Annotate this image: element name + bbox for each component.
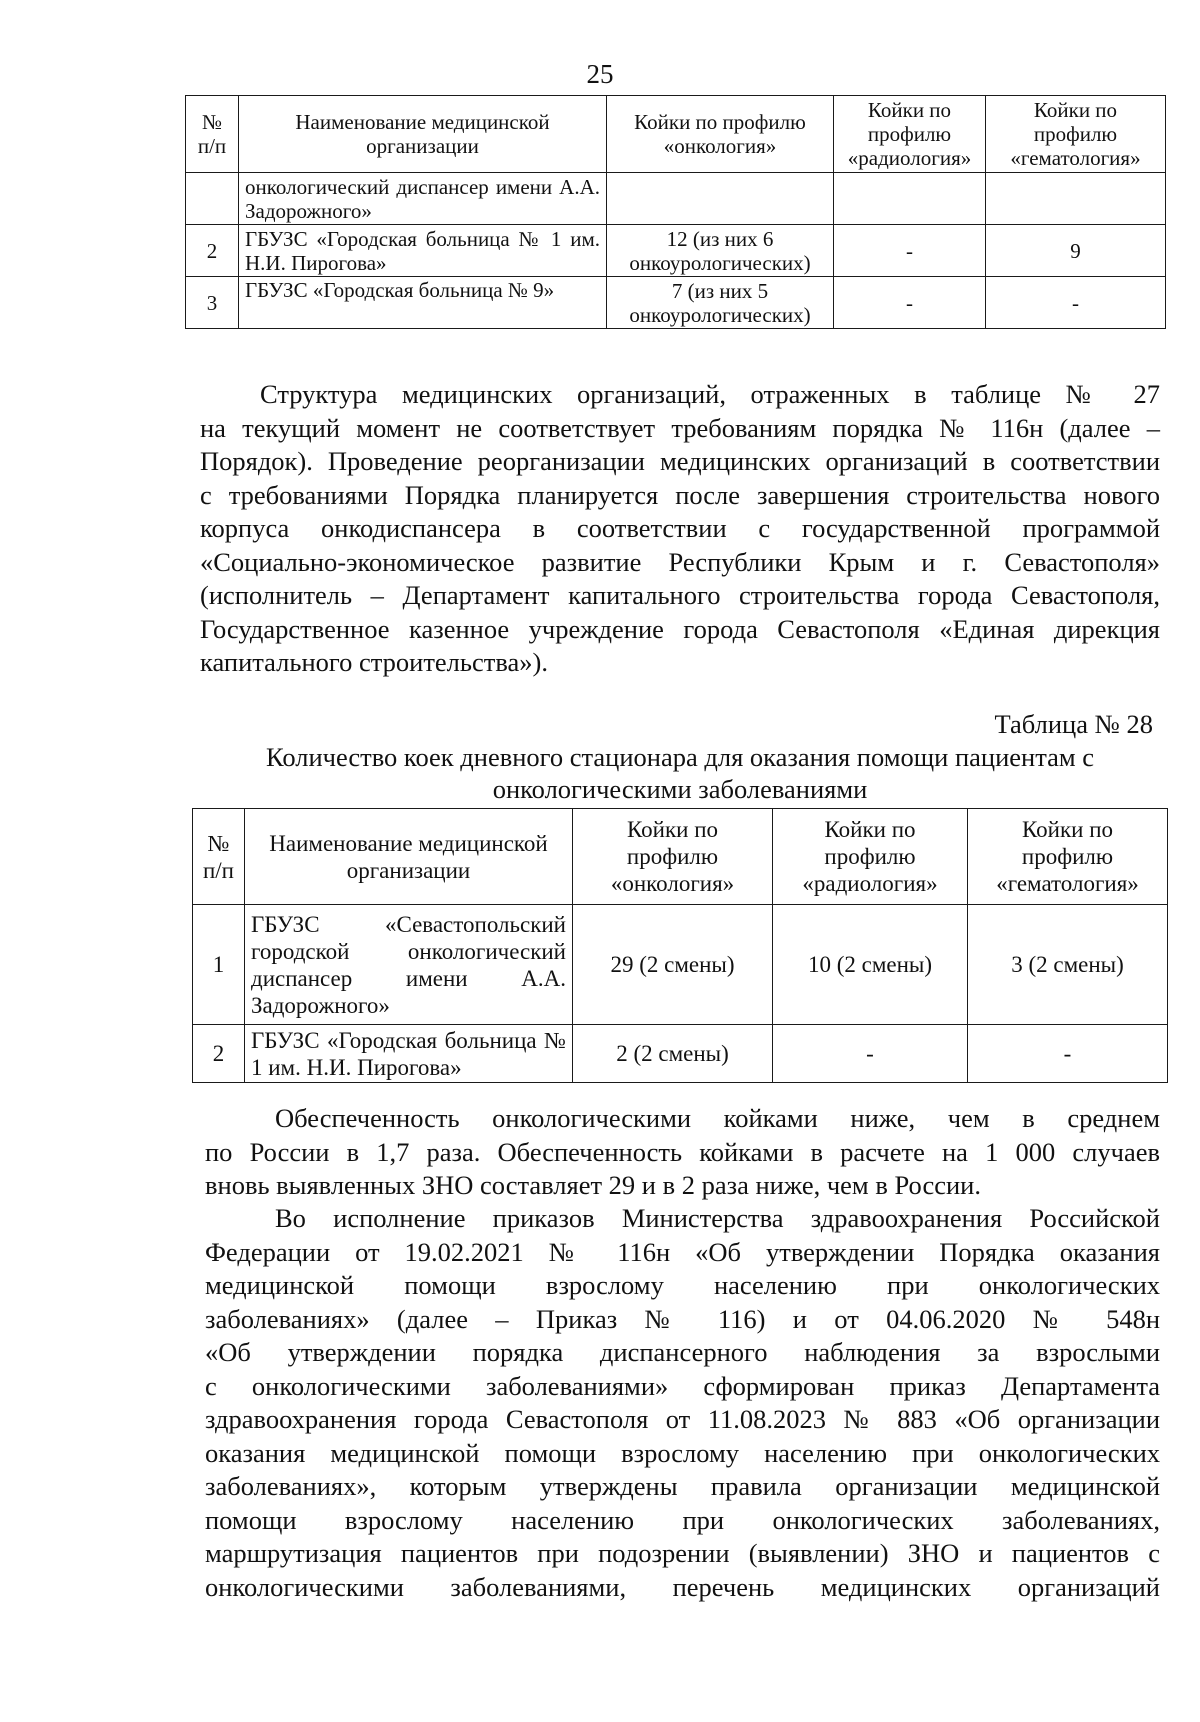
cell-oncology: 29 (2 смены) (573, 905, 773, 1025)
cell-number: 2 (193, 1025, 245, 1083)
text-line: здравоохранения города Севастополя от 11.08.2023 № 883 «Об организации (205, 1404, 1160, 1434)
text-line: Государственное казенное учреждение города Севастополя «Единая дирекция (200, 613, 1160, 644)
header-organization: Наименование медицинской организации (245, 809, 573, 905)
cell-radiology: - (773, 1025, 968, 1083)
text-line: на текущий момент не соответствует требованиям порядка № 116н (далее – (200, 412, 1160, 443)
table-row (193, 905, 1168, 1025)
table-row (193, 1025, 1168, 1083)
cell-organization: ГБУЗС «Городская больница № 1 им. Н.И. Пирогова» (239, 225, 607, 277)
cell-organization: ГБУЗС «Севастопольский городской онкологический диспансер имени А.А. Задорожного» (245, 905, 573, 1025)
cell-number: 2 (186, 225, 239, 277)
text-line: (исполнитель – Департамент капитального строительства города Севастополя, (200, 580, 1160, 610)
table-header-row (186, 96, 1166, 173)
cell-oncology: 12 (из них 6 онкоурологических) (607, 225, 834, 277)
text-line: по России в 1,7 раза. Обеспеченность койками в расчете на 1 000 случаев (205, 1136, 1160, 1167)
table-header-row (193, 809, 1168, 905)
text-line: «Социально-экономическое развитие Республики Крым и г. Севастополя» (200, 546, 1160, 577)
text-line: Во исполнение приказов Министерства здравоохранения Российской (275, 1203, 1160, 1233)
header-hematology: Койки по профилю «гематология» (986, 96, 1166, 173)
table-row (186, 277, 1166, 329)
text-line: оказания медицинской помощи взрослому населению при онкологических (205, 1437, 1160, 1468)
text-line: заболеваниях» (далее – Приказ № 116) и от 04.06.2020 № 548н (205, 1303, 1160, 1334)
header-radiology: Койки по профилю «радиология» (773, 809, 968, 905)
cell-hematology (986, 173, 1166, 225)
table-caption-title: Количество коек дневного стационара для оказания помощи пациентам с онкологическими заболеваниями (265, 742, 1095, 804)
header-radiology: Койки по профилю «радиология» (834, 96, 986, 173)
text-line: онкологическими заболеваниями, перечень медицинских организаций (205, 1571, 1160, 1602)
cell-radiology (834, 173, 986, 225)
day-hospital-bed-table-28 (192, 808, 1168, 1083)
text-line: корпуса онкодиспансера в соответствии с государственной программой (200, 513, 1160, 543)
cell-oncology (607, 173, 834, 225)
cell-hematology: 9 (986, 225, 1166, 277)
text-line: помощи взрослому населению при онкологических заболеваниях, (205, 1504, 1160, 1535)
text-line: маршрутизация пациентов при подозрении (выявлении) ЗНО и пациентов с (205, 1538, 1160, 1568)
bed-table-27-continued (185, 95, 1166, 329)
text-line: Порядок). Проведение реорганизации медицинских организаций в соответствии (200, 446, 1160, 476)
text-line: с требованиями Порядка планируется после завершения строительства нового (200, 479, 1160, 510)
text-line: Федерации от 19.02.2021 № 116н «Об утверждении Порядка оказания (205, 1236, 1160, 1267)
text-line: с онкологическими заболеваниями» сформирован приказ Департамента (205, 1370, 1160, 1401)
cell-organization: ГБУЗС «Городская больница № 9» (239, 277, 607, 329)
cell-number: 3 (186, 277, 239, 329)
text-line: вновь выявленных ЗНО составляет 29 и в 2 раза ниже, чем в России. (205, 1170, 981, 1200)
cell-hematology: - (968, 1025, 1168, 1083)
page-number: 25 (586, 59, 614, 89)
table-row (186, 173, 1166, 225)
header-number: № п/п (186, 96, 239, 173)
header-hematology: Койки по профилю «гематология» (968, 809, 1168, 905)
cell-radiology: 10 (2 смены) (773, 905, 968, 1025)
cell-number (186, 173, 239, 225)
text-line: Структура медицинских организаций, отраженных в таблице № 27 (260, 379, 1160, 409)
table-row (186, 225, 1166, 277)
cell-organization: онкологический диспансер имени А.А. Задорожного» (239, 173, 607, 225)
header-oncology: Койки по профилю «онкология» (573, 809, 773, 905)
paragraph-bed-provision (205, 1102, 1160, 1203)
cell-hematology: 3 (2 смены) (968, 905, 1168, 1025)
cell-radiology: - (834, 277, 986, 329)
text-line: «Об утверждении порядка диспансерного наблюдения за взрослыми (205, 1337, 1160, 1367)
paragraph-structure (200, 378, 1160, 680)
header-oncology: Койки по профилю «онкология» (607, 96, 834, 173)
text-line: заболеваниях», которым утверждены правила организации медицинской (205, 1471, 1160, 1501)
header-organization: Наименование медицинской организации (239, 96, 607, 173)
header-number: № п/п (193, 809, 245, 905)
text-line: Обеспеченность онкологическими койками ниже, чем в среднем (275, 1103, 1160, 1133)
text-line: медицинской помощи взрослому населению при онкологических (205, 1270, 1160, 1300)
cell-number: 1 (193, 905, 245, 1025)
table-caption-number: Таблица № 28 (994, 709, 1153, 739)
cell-organization: ГБУЗС «Городская больница № 1 им. Н.И. Пирогова» (245, 1025, 573, 1083)
text-line: капитального строительства»). (200, 647, 548, 677)
paragraph-orders (205, 1202, 1160, 1604)
cell-oncology: 7 (из них 5 онкоурологических) (607, 277, 834, 329)
cell-oncology: 2 (2 смены) (573, 1025, 773, 1083)
cell-hematology: - (986, 277, 1166, 329)
cell-radiology: - (834, 225, 986, 277)
